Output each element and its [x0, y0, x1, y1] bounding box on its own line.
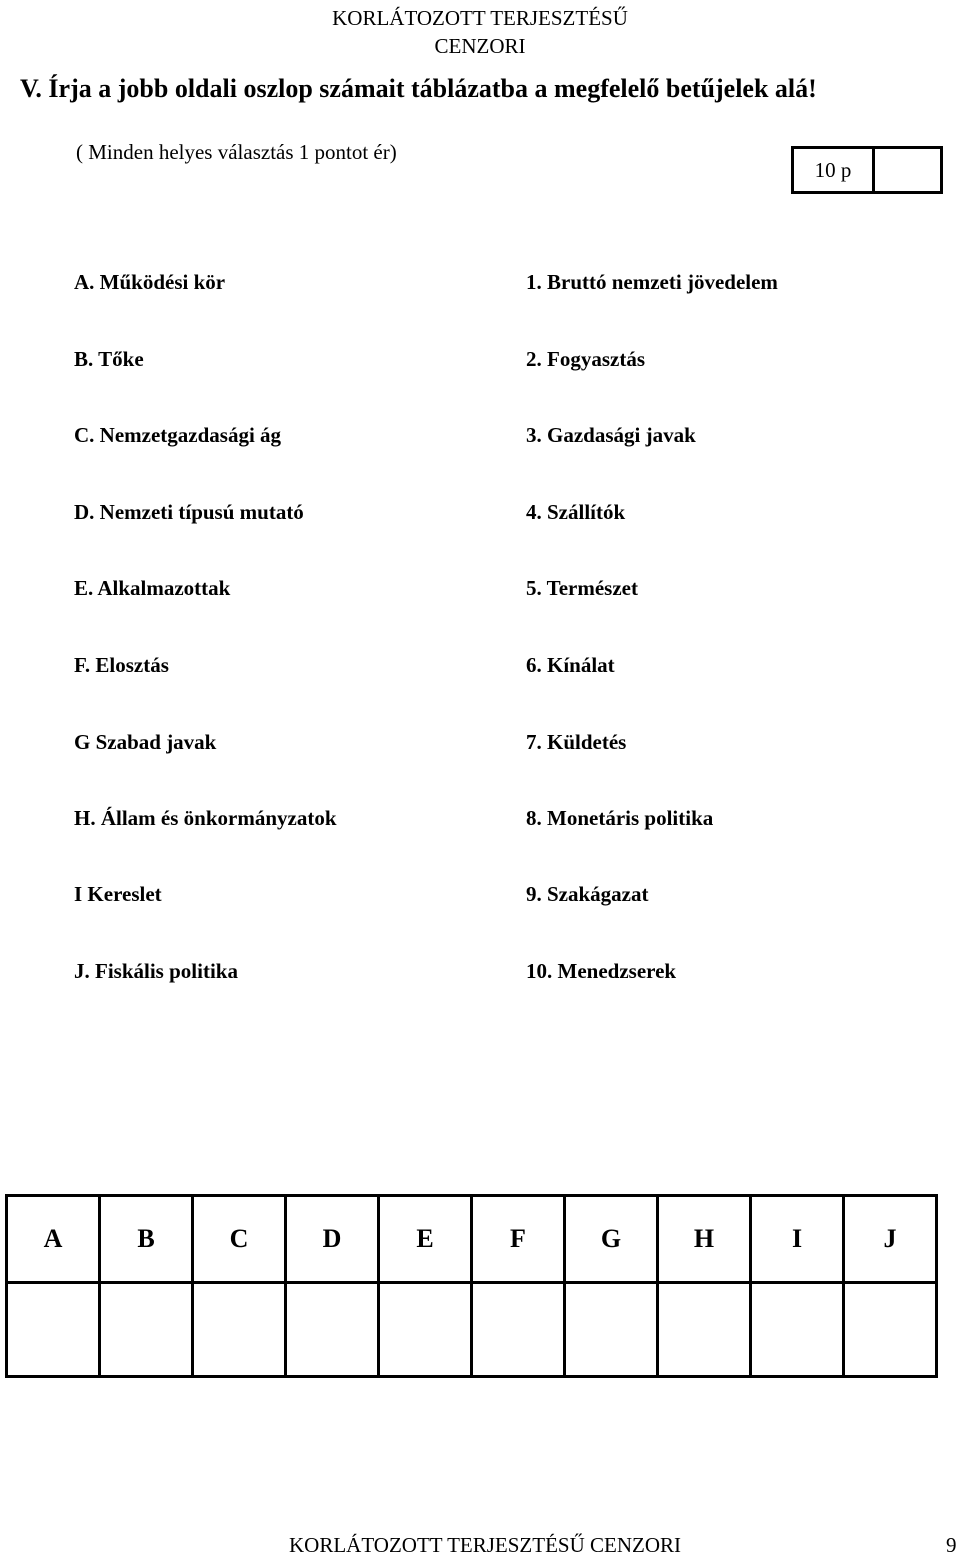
right-item-2: 2. Fogyasztás [526, 347, 645, 371]
answer-cell-g[interactable] [565, 1283, 658, 1377]
answer-cell-i[interactable] [751, 1283, 844, 1377]
answer-header-b: B [100, 1196, 193, 1283]
answer-table [5, 1194, 938, 1378]
left-item-a: A. Működési kör [74, 270, 226, 294]
score-entry-field[interactable] [875, 149, 940, 191]
left-item-b: B. Tőke [74, 347, 144, 371]
right-item-5: 5. Természet [526, 576, 638, 600]
right-item-1: 1. Bruttó nemzeti jövedelem [526, 270, 778, 294]
answer-cell-h[interactable] [658, 1283, 751, 1377]
score-box [791, 146, 943, 194]
left-item-j: J. Fiskális politika [74, 959, 238, 983]
answer-header-e: E [379, 1196, 472, 1283]
left-item-d: D. Nemzeti típusú mutató [74, 500, 304, 524]
left-item-c: C. Nemzetgazdasági ág [74, 423, 282, 447]
answer-cell-a[interactable] [7, 1283, 100, 1377]
left-item-i: I Kereslet [74, 882, 162, 906]
answer-cell-d[interactable] [286, 1283, 379, 1377]
left-item-f: F. Elosztás [74, 653, 169, 677]
right-item-3: 3. Gazdasági javak [526, 423, 696, 447]
score-label: 10 p [794, 149, 875, 191]
right-item-6: 6. Kínálat [526, 653, 615, 677]
task-title: V. Írja a jobb oldali oszlop számait táblázatba a megfelelő betűjelek alá! [20, 74, 817, 103]
answer-cell-c[interactable] [193, 1283, 286, 1377]
left-item-g: G Szabad javak [74, 730, 217, 754]
task-note: ( Minden helyes választás 1 pontot ér) [76, 140, 397, 164]
answer-entry-row [7, 1283, 937, 1377]
right-item-7: 7. Küldetés [526, 730, 627, 754]
header-line-1: KORLÁTOZOTT TERJESZTÉSŰ [332, 6, 628, 30]
right-item-9: 9. Szakágazat [526, 882, 649, 906]
answer-header-c: C [193, 1196, 286, 1283]
answer-header-f: F [472, 1196, 565, 1283]
answer-header-a: A [7, 1196, 100, 1283]
left-item-h: H. Állam és önkormányzatok [74, 806, 337, 830]
page-footer: KORLÁTOZOTT TERJESZTÉSŰ CENZORI [289, 1533, 681, 1557]
answer-header-h: H [658, 1196, 751, 1283]
answer-header-i: I [751, 1196, 844, 1283]
answer-header-g: G [565, 1196, 658, 1283]
answer-cell-e[interactable] [379, 1283, 472, 1377]
answer-letter-row [7, 1196, 937, 1283]
answer-header-d: D [286, 1196, 379, 1283]
right-item-4: 4. Szállítók [526, 500, 626, 524]
left-item-e: E. Alkalmazottak [74, 576, 231, 600]
page-number: 9 [946, 1533, 957, 1557]
right-item-10: 10. Menedzserek [526, 959, 677, 983]
answer-cell-j[interactable] [844, 1283, 937, 1377]
answer-header-j: J [844, 1196, 937, 1283]
page-header [0, 4, 960, 60]
right-item-8: 8. Monetáris politika [526, 806, 714, 830]
answer-cell-f[interactable] [472, 1283, 565, 1377]
header-line-2: CENZORI [434, 34, 526, 58]
answer-cell-b[interactable] [100, 1283, 193, 1377]
